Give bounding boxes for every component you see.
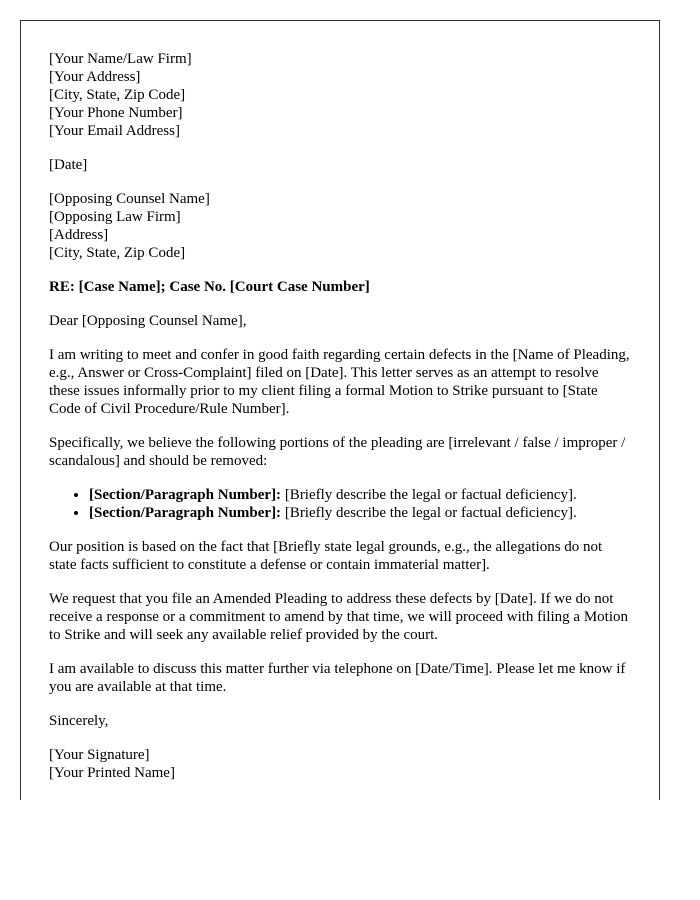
- signature-block: [49, 746, 631, 782]
- sender-email: [Your Email Address]: [49, 123, 180, 139]
- signature-line: [Your Signature]: [49, 747, 150, 763]
- sender-name-firm: [Your Name/Law Firm]: [49, 51, 192, 67]
- paragraph-position: Our position is based on the fact that [Briefly state legal grounds, e.g., the allegations do not state facts sufficient to constitute a defense or contain immaterial matter].: [49, 539, 603, 573]
- recipient-law-firm: [Opposing Law Firm]: [49, 209, 181, 225]
- bullet-label: [Section/Paragraph Number]:: [89, 487, 282, 503]
- letter-date: [Date]: [49, 157, 88, 173]
- paragraph-intro: I am writing to meet and confer in good faith regarding certain defects in the [Name of Pleading, e.g., Answer or Cross-Complaint] filed on [Date]. This letter serves as an attempt to resolve these issues informally prior to my client filing a formal Motion to Strike pursuant to [State Code of Civil Procedure/Rule Number].: [49, 347, 630, 417]
- paragraph-request: We request that you file an Amended Pleading to address these defects by [Date]. If we do not receive a response or a commitment to amend by that time, we will proceed with filing a Motion to Strike and will seek any available relief provided by the court.: [49, 591, 629, 643]
- recipient-address: [Address]: [49, 227, 109, 243]
- sender-block: [49, 50, 631, 140]
- recipient-counsel-name: [Opposing Counsel Name]: [49, 191, 210, 207]
- date-block: [49, 156, 631, 174]
- deficiency-list: [49, 486, 631, 522]
- printed-name: [Your Printed Name]: [49, 765, 175, 781]
- salutation: Dear [Opposing Counsel Name],: [49, 313, 247, 329]
- recipient-block: [49, 190, 631, 262]
- sender-city-state-zip: [City, State, Zip Code]: [49, 87, 186, 103]
- recipient-city-state-zip: [City, State, Zip Code]: [49, 245, 186, 261]
- letter-page: [20, 20, 660, 800]
- bullet-label: [Section/Paragraph Number]:: [89, 505, 282, 521]
- sender-address: [Your Address]: [49, 69, 141, 85]
- list-item: [89, 504, 631, 522]
- closing: Sincerely,: [49, 713, 109, 729]
- bullet-text: [Briefly describe the legal or factual deficiency].: [281, 505, 577, 521]
- paragraph-availability: I am available to discuss this matter further via telephone on [Date/Time]. Please let me know if you are available at that time.: [49, 661, 626, 695]
- paragraph-specifically: Specifically, we believe the following portions of the pleading are [irrelevant / false / improper / scandalous] and should be removed:: [49, 435, 626, 469]
- re-line: RE: [Case Name]; Case No. [Court Case Number]: [49, 279, 370, 295]
- sender-phone: [Your Phone Number]: [49, 105, 183, 121]
- bullet-text: [Briefly describe the legal or factual deficiency].: [281, 487, 577, 503]
- list-item: [89, 486, 631, 504]
